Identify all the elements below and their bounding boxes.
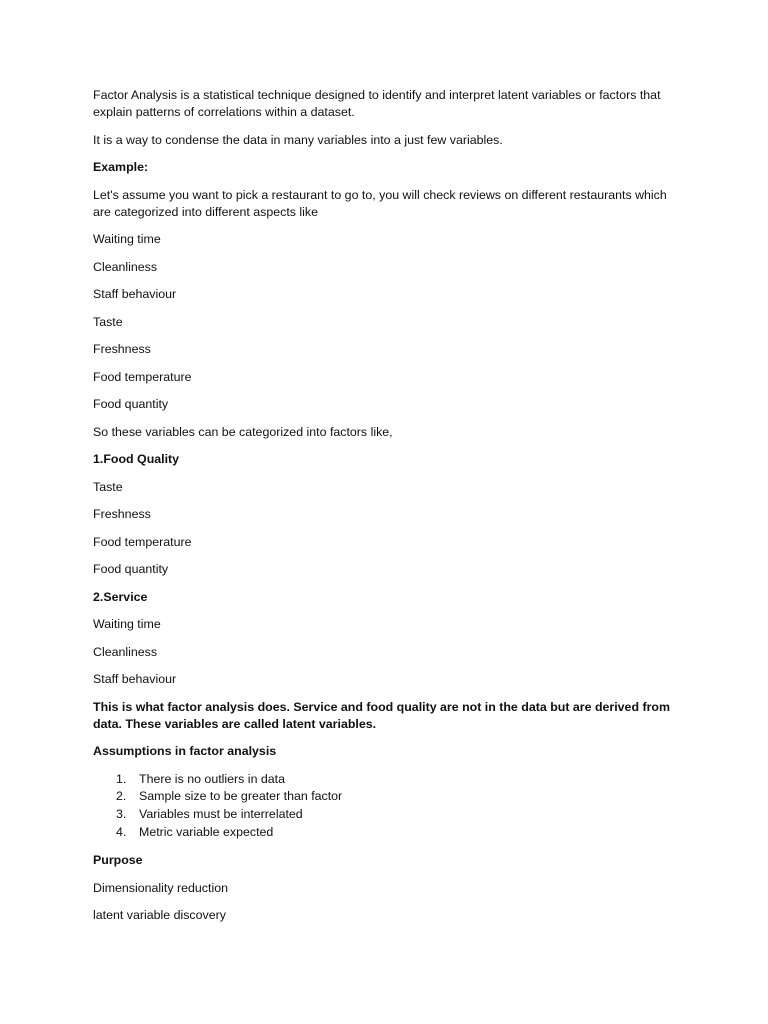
- variable-line: Waiting time: [93, 232, 161, 246]
- latent-note-paragraph: This is what factor analysis does. Service and food quality are not in the data but are derived from data. These variables are called latent variables.: [93, 699, 670, 731]
- variable-line: Freshness: [93, 342, 151, 356]
- factor-heading-service: 2.Service: [93, 589, 148, 604]
- factors-intro-paragraph: So these variables can be categorized into factors like,: [93, 424, 393, 439]
- factor-item: Cleanliness: [93, 644, 158, 659]
- factor-item: Food temperature: [93, 534, 192, 549]
- example-heading: Example:: [93, 160, 149, 174]
- list-number: 1.: [116, 771, 127, 786]
- factor-item: Waiting time: [93, 617, 161, 631]
- list-item-text: Variables must be interrelated: [139, 807, 303, 822]
- factor-item: Staff behaviour: [93, 672, 177, 686]
- variable-line: Staff behaviour: [93, 287, 177, 301]
- list-item: [93, 788, 683, 806]
- list-item-text: Metric variable expected: [139, 824, 274, 839]
- list-item: [93, 806, 683, 824]
- definition-paragraph: Factor Analysis is a statistical technique designed to identify and interpret latent variables or factors that explain patterns of correlations within a dataset.: [93, 88, 661, 119]
- factor-item: Food quantity: [93, 562, 169, 576]
- assumptions-list: [93, 771, 683, 842]
- variable-line: Food quantity: [93, 397, 169, 411]
- purpose-heading: Purpose: [93, 853, 143, 868]
- variable-line: Cleanliness: [93, 259, 158, 274]
- assumptions-heading: Assumptions in factor analysis: [93, 744, 277, 758]
- factor-item: Taste: [93, 479, 123, 494]
- document-page: [93, 87, 683, 935]
- factor-heading-food-quality: 1.Food Quality: [93, 452, 180, 466]
- purpose-item: Dimensionality reduction: [93, 880, 228, 895]
- factor-item: Freshness: [93, 507, 151, 521]
- list-item-text: Sample size to be greater than factor: [139, 789, 343, 804]
- list-number: 4.: [116, 824, 127, 839]
- variable-line: Food temperature: [93, 369, 192, 384]
- example-paragraph: Let's assume you want to pick a restaurant to go to, you will check reviews on different restaurants which are categorized into different aspects like: [93, 187, 667, 219]
- list-item: [93, 771, 683, 789]
- list-item-text: There is no outliers in data: [139, 771, 286, 786]
- list-item: [93, 824, 683, 842]
- condense-paragraph: It is a way to condense the data in many variables into a just few variables.: [93, 132, 503, 147]
- purpose-item: latent variable discovery: [93, 908, 226, 923]
- variable-line: Taste: [93, 314, 123, 329]
- list-number: 3.: [116, 807, 127, 822]
- list-number: 2.: [116, 789, 127, 804]
